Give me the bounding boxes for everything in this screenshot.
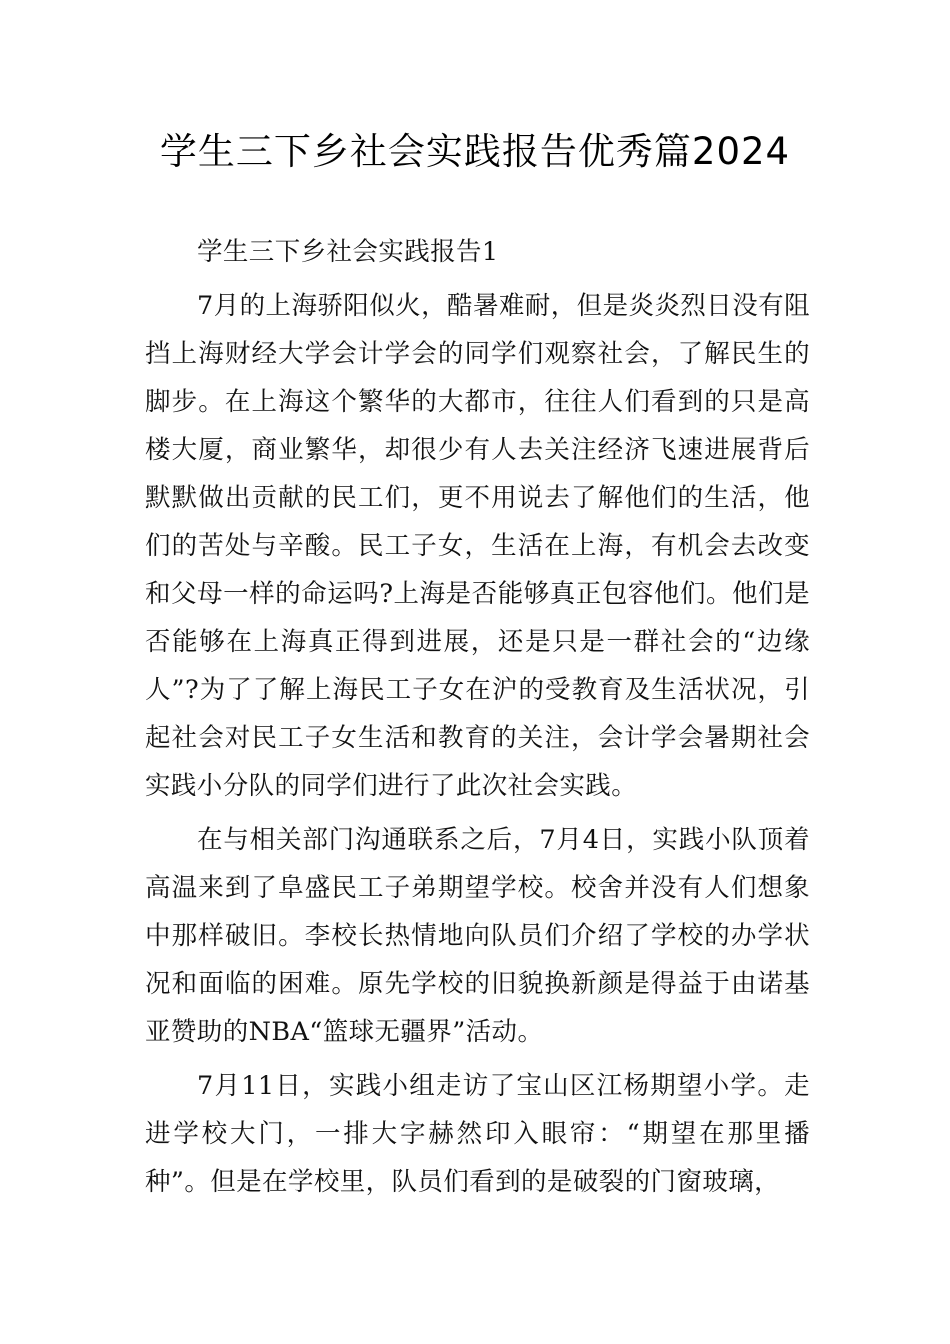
paragraph: 在与相关部门沟通联系之后，7月4日，实践小队顶着高温来到了阜盛民工子弟期望学校。校舍并没有人们想象中那样破旧。李校长热情地向队员们介绍了学校的办学状况和面临的困难。原先学校的旧貌换新颜是得益于由诺基亚赞助的NBA“篮球无疆界”活动。 — [145, 825, 810, 1047]
paragraph: 7月11日，实践小组走访了宝山区江杨期望小学。走进学校大门，一排大字赫然印入眼帘：“期望在那里播种”。但是在学校里，队员们看到的是破裂的门窗玻璃， — [145, 1071, 810, 1197]
paragraph: 7月的上海骄阳似火，酷暑难耐，但是炎炎烈日没有阻挡上海财经大学会计学会的同学们观察社会，了解民生的脚步。在上海这个繁华的大都市，往往人们看到的只是高楼大厦，商业繁华，却很少有人去关注经济飞速进展背后默默做出贡献的民工们，更不用说去了解他们的生活，他们的苦处与辛酸。民工子女，生活在上海，有机会去改变和父母一样的命运吗?上海是否能够真正包容他们。他们是否能够在上海真正得到进展，还是只是一群社会的“边缘人”?为了了解上海民工子女在沪的受教育及生活状况，引起社会对民工子女生活和教育的关注，会计学会暑期社会实践小分队的同学们进行了此次社会实践。 — [145, 291, 810, 801]
document-title: 学生三下乡社会实践报告优秀篇2024 — [159, 130, 791, 173]
section-heading: 学生三下乡社会实践报告1 — [197, 237, 499, 267]
document-body — [145, 228, 810, 1206]
